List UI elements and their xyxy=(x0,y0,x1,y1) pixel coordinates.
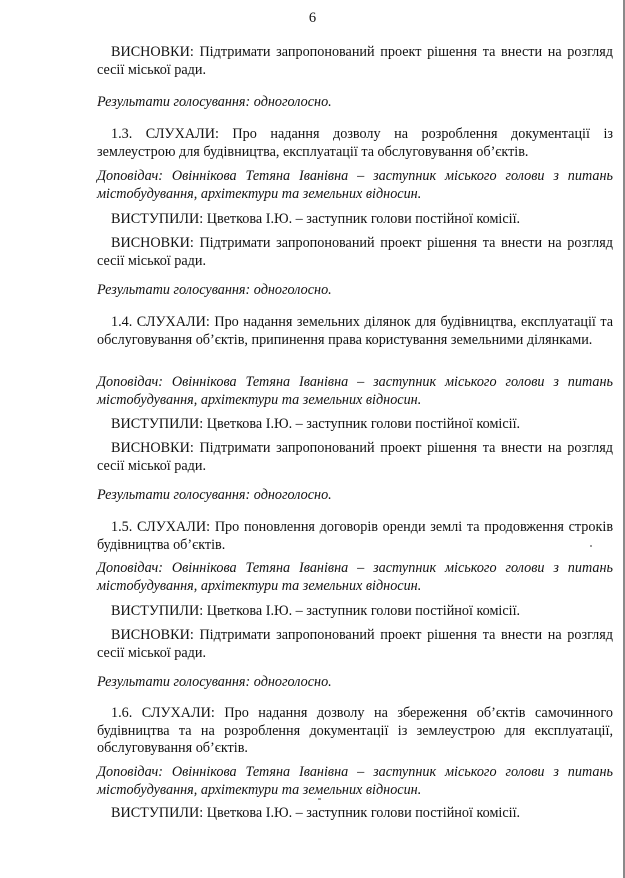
spoke-label: ВИСТУПИЛИ: xyxy=(111,603,204,619)
heard-paragraph xyxy=(97,126,613,161)
spoke-text: Цветкова І.Ю. – заступник голови постійної комісії. xyxy=(203,805,521,821)
vote-result: Результати голосування: одноголосно. xyxy=(97,282,332,298)
scan-speck xyxy=(590,545,592,547)
conclusion-label: ВИСНОВКИ: xyxy=(111,440,194,456)
conclusion-text: Підтримати запропонований проект рішення та внести на розгляд сесії міської ради. xyxy=(97,44,613,78)
spoke-label: ВИСТУПИЛИ: xyxy=(111,416,204,432)
spoke-paragraph xyxy=(97,805,613,823)
vote-result: Результати голосування: одноголосно. xyxy=(97,674,332,690)
speaker-paragraph: Доповідач: Овіннікова Тетяна Іванівна – заступник міського голови з питань містобудування, архітектури та земельних відносин. xyxy=(97,764,613,798)
conclusion-label: ВИСНОВКИ: xyxy=(111,44,194,60)
conclusion-text: Підтримати запропонований проект рішення та внести на розгляд сесії міської ради. xyxy=(97,235,613,269)
conclusion-text: Підтримати запропонований проект рішення та внести на розгляд сесії міської ради. xyxy=(97,440,613,474)
heard-label: 1.5. СЛУХАЛИ: xyxy=(111,519,211,535)
heard-text: Про надання дозволу на збереження об’єктів самочинного будівництва та на розроблення документації із землеустрою для експлуатації, обслуговування об’єктів. xyxy=(97,705,613,756)
conclusion-paragraph xyxy=(97,44,613,79)
spoke-text: Цветкова І.Ю. – заступник голови постійної комісії. xyxy=(203,416,521,432)
conclusion-text: Підтримати запропонований проект рішення та внести на розгляд сесії міської ради. xyxy=(97,627,613,661)
heard-label: 1.4. СЛУХАЛИ: xyxy=(111,314,210,330)
conclusion-paragraph xyxy=(97,627,613,662)
heard-paragraph xyxy=(97,519,613,554)
heard-label: 1.6. СЛУХАЛИ: xyxy=(111,705,215,721)
heard-paragraph xyxy=(97,314,613,349)
heard-text: Про надання дозволу на розроблення документації із землеустрою для будівництва, експлуатації та обслуговування об’єктів. xyxy=(97,126,613,160)
conclusion-paragraph xyxy=(97,235,613,270)
speaker-paragraph: Доповідач: Овіннікова Тетяна Іванівна – заступник міського голови з питань містобудування, архітектури та земельних відносин. xyxy=(97,168,613,202)
vote-result: Результати голосування: одноголосно. xyxy=(97,487,332,503)
spoke-label: ВИСТУПИЛИ: xyxy=(111,805,204,821)
heard-text: Про надання земельних ділянок для будівництва, експлуатації та обслуговування об’єктів, припинення права користування земельними ділянками. xyxy=(97,314,614,348)
heard-text: Про поновлення договорів оренди землі та продовження строків будівництва об’єктів. xyxy=(97,519,614,553)
spoke-paragraph xyxy=(97,603,613,621)
scan-speck xyxy=(318,798,321,800)
spoke-paragraph xyxy=(97,211,613,229)
conclusion-paragraph xyxy=(97,440,613,475)
speaker-paragraph: Доповідач: Овіннікова Тетяна Іванівна – заступник міського голови з питань містобудування, архітектури та земельних відносин. xyxy=(97,374,613,408)
speaker-paragraph: Доповідач: Овіннікова Тетяна Іванівна – заступник міського голови з питань містобудування, архітектури та земельних відносин. xyxy=(97,560,613,594)
heard-label: 1.3. СЛУХАЛИ: xyxy=(111,126,219,142)
spoke-text: Цветкова І.Ю. – заступник голови постійної комісії. xyxy=(203,211,521,227)
spoke-paragraph xyxy=(97,416,613,434)
spoke-text: Цветкова І.Ю. – заступник голови постійної комісії. xyxy=(203,603,521,619)
page-number: 6 xyxy=(308,10,317,26)
conclusion-label: ВИСНОВКИ: xyxy=(111,235,194,251)
vote-result: Результати голосування: одноголосно. xyxy=(97,94,332,110)
conclusion-label: ВИСНОВКИ: xyxy=(111,627,194,643)
heard-paragraph xyxy=(97,705,613,758)
spoke-label: ВИСТУПИЛИ: xyxy=(111,211,204,227)
